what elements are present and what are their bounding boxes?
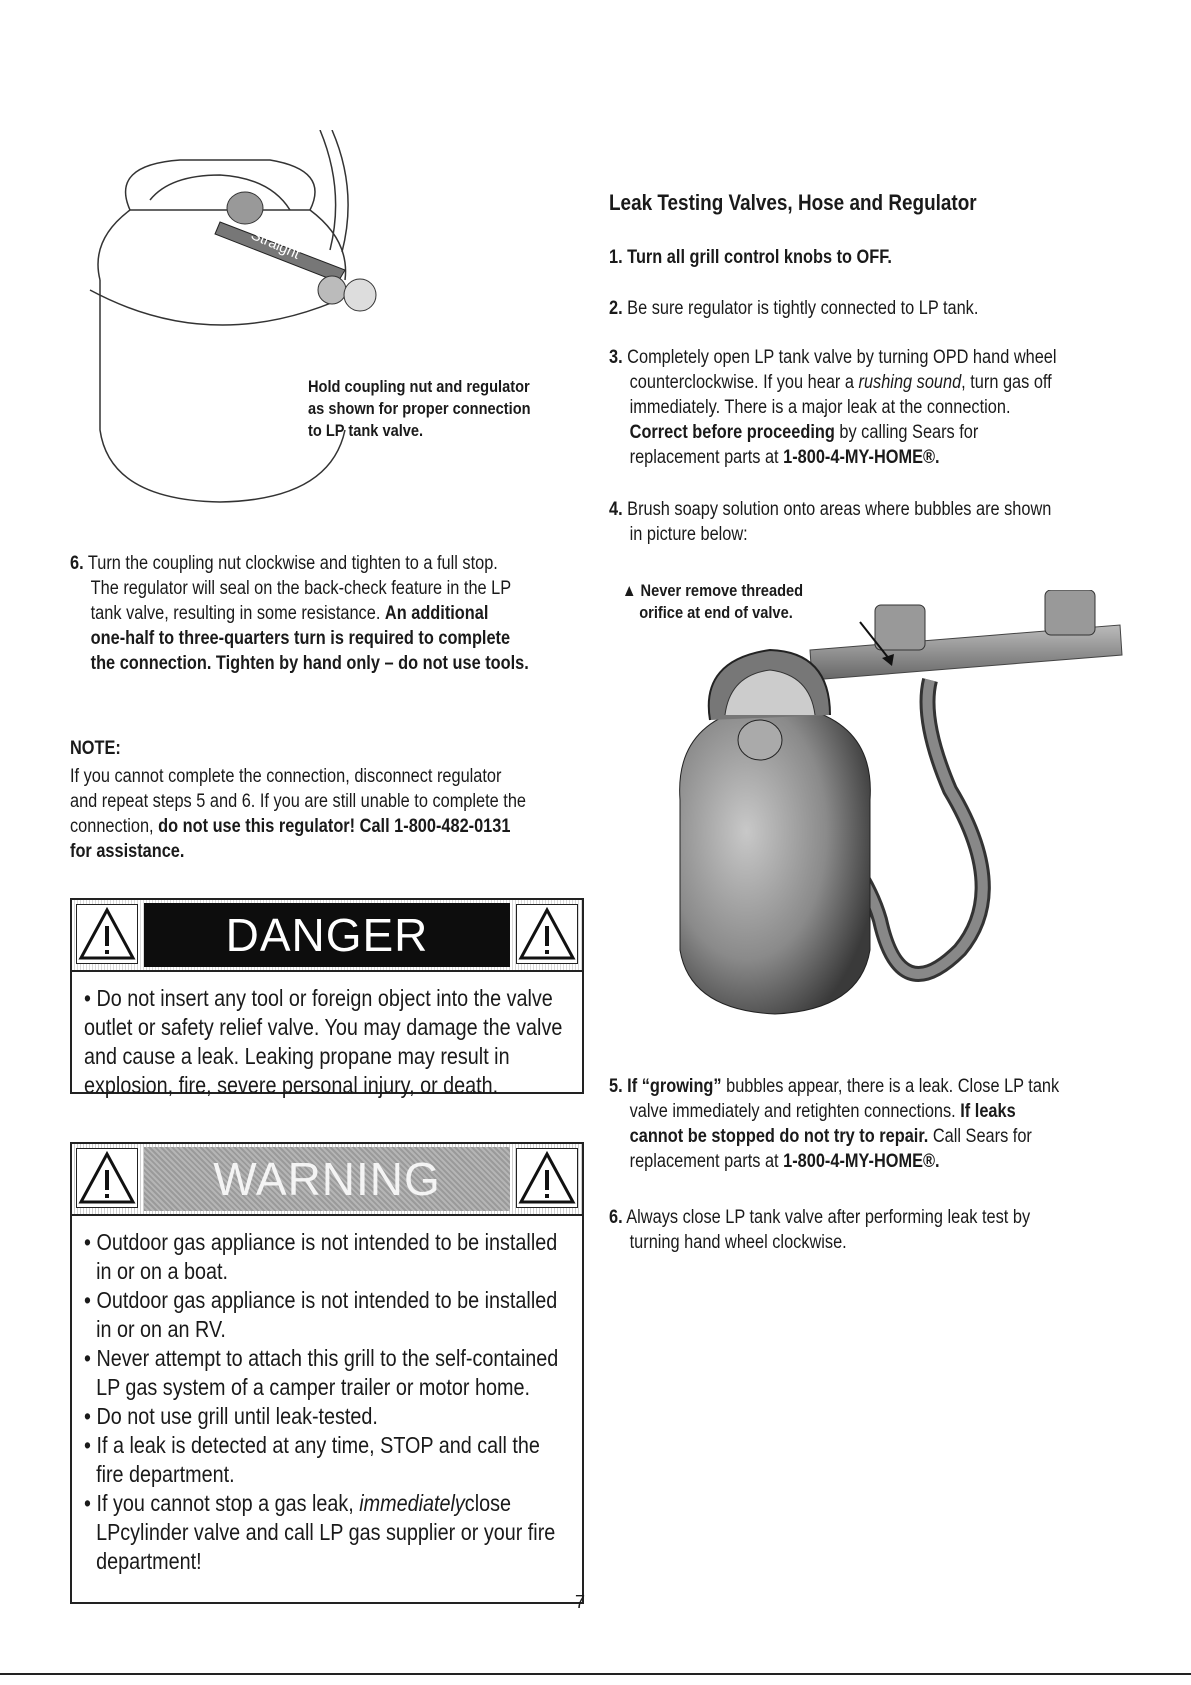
warning-triangle-icon (516, 1148, 578, 1208)
danger-text (72, 972, 603, 1100)
step-text: Call Sears for (932, 1126, 1032, 1147)
danger-line: explosion, fire, severe personal injury, or death. (84, 1072, 499, 1098)
step-text-bold: An additional (384, 603, 489, 624)
step-text-bold: the connection. Tighten by hand only – do not use tools. (90, 653, 529, 674)
warning-item (84, 1489, 591, 1576)
step-text-bold: Turn all grill control knobs to OFF. (627, 247, 892, 268)
warning-item (84, 1344, 591, 1402)
leak-step-4 (609, 497, 1159, 547)
never-remove-orifice-note (622, 580, 803, 624)
warning-icon: ▲ (622, 581, 637, 600)
pointer-arrow (858, 620, 898, 670)
note-text: connection, (70, 816, 154, 837)
step-text: Be sure regulator is tightly connected to LP tank. (627, 298, 979, 319)
leak-step-5 (609, 1074, 1159, 1174)
warning-header (72, 1144, 582, 1216)
warning-item-text: LPcylinder valve and call LP gas supplier or your fire (96, 1519, 556, 1545)
phone-number: 1-800-4-MY-HOME®. (783, 1151, 940, 1172)
page-number: 7 (575, 1592, 586, 1612)
step-text: replacement parts at (629, 447, 779, 468)
straight-label: Straight (248, 226, 303, 263)
step-text: valve immediately and retighten connections. (629, 1101, 956, 1122)
danger-line: • Do not insert any tool or foreign object into the valve (84, 985, 553, 1011)
step-text: The regulator will seal on the back-check feature in the LP (90, 578, 512, 599)
warning-text (72, 1216, 603, 1576)
warning-triangle-icon (76, 904, 138, 964)
step-number: 5. (609, 1076, 623, 1097)
warning-item-text: • Do not use grill until leak-tested. (84, 1403, 378, 1429)
step-text: bubbles appear, there is a leak. Close LP tank (726, 1076, 1060, 1097)
step-text-bold: If leaks (960, 1101, 1016, 1122)
figure1-caption (308, 376, 566, 442)
caption-line: to LP tank valve. (308, 421, 424, 440)
note-text-bold: for assistance. (70, 841, 185, 862)
danger-header (72, 900, 582, 972)
note-text: and repeat steps 5 and 6. If you are still unable to complete the (70, 791, 527, 812)
leak-step-6 (609, 1205, 1159, 1255)
note-line: orifice at end of valve. (639, 603, 793, 622)
step-text: Turn the coupling nut clockwise and tighten to a full stop. (87, 553, 498, 574)
step-text: replacement parts at (629, 1151, 779, 1172)
step-text: , turn gas off (961, 372, 1052, 393)
warning-item-text: close (464, 1490, 511, 1516)
warning-item-text: • If a leak is detected at any time, STOP and call the (84, 1432, 540, 1458)
step-number: 6. (70, 553, 84, 574)
step-text: in picture below: (629, 524, 748, 545)
warning-item-text: department! (96, 1548, 202, 1574)
warning-triangle-icon (516, 904, 578, 964)
warning-item-text: LP gas system of a camper trailer or motor home. (96, 1374, 530, 1400)
step-text: Completely open LP tank valve by turning OPD hand wheel (627, 347, 1057, 368)
caption-line: as shown for proper connection (308, 399, 531, 418)
danger-title: DANGER (144, 903, 510, 967)
step-text: immediately. There is a major leak at the connection. (629, 397, 1011, 418)
step-text: tank valve, resulting in some resistance. (90, 603, 381, 624)
note-heading: NOTE: (70, 738, 121, 759)
step-number: 3. (609, 347, 623, 368)
warning-triangle-icon (76, 1148, 138, 1208)
step-6-coupling (70, 551, 569, 676)
warning-item-text: • Never attempt to attach this grill to the self-contained (84, 1345, 559, 1371)
warning-item-text: • Outdoor gas appliance is not intended to be installed (84, 1229, 558, 1255)
note-line: Never remove threaded (640, 581, 804, 600)
step-text: Always close LP tank valve after performing leak test by (626, 1207, 1031, 1228)
step-number: 2. (609, 298, 623, 319)
note-text-bold: do not use this regulator! Call 1-800-482-0131 (158, 816, 511, 837)
warning-item-text: in or on a boat. (96, 1258, 229, 1284)
step-text-bold: one-half to three-quarters turn is required to complete (90, 628, 511, 649)
warning-box (70, 1142, 584, 1604)
step-text-bold: cannot be stopped do not try to repair. (629, 1126, 929, 1147)
step-text-bold: If “growing” (627, 1076, 722, 1097)
caption-line: Hold coupling nut and regulator (308, 377, 530, 396)
note-text: If you cannot complete the connection, disconnect regulator (70, 766, 502, 787)
warning-item (84, 1402, 591, 1431)
warning-item-emphasis: immediately (359, 1490, 465, 1516)
section-title: Leak Testing Valves, Hose and Regulator (609, 190, 977, 215)
warning-item (84, 1286, 591, 1344)
warning-item (84, 1431, 591, 1489)
step-text-bold: Correct before proceeding (629, 422, 835, 443)
warning-item-text: in or on an RV. (96, 1316, 226, 1342)
tank-regulator-illustration (70, 130, 630, 510)
step-number: 1. (609, 247, 623, 268)
step-number: 4. (609, 499, 623, 520)
warning-item-text: fire department. (96, 1461, 235, 1487)
step-text: turning hand wheel clockwise. (629, 1232, 847, 1253)
bottom-rule (0, 1673, 1191, 1675)
warning-item (84, 1228, 591, 1286)
warning-item-text: • If you cannot stop a gas leak, (84, 1490, 354, 1516)
step-text: by calling Sears for (839, 422, 979, 443)
note-body (70, 764, 569, 864)
step-text: Brush soapy solution onto areas where bubbles are shown (627, 499, 1052, 520)
leak-step-2 (609, 296, 978, 321)
danger-line: and cause a leak. Leaking propane may result in (84, 1043, 510, 1069)
step-text: counterclockwise. If you hear a (629, 372, 854, 393)
leak-step-3 (609, 345, 1159, 470)
phone-number: 1-800-4-MY-HOME®. (783, 447, 940, 468)
step-text-italic: rushing sound (858, 372, 962, 393)
danger-box (70, 898, 584, 1098)
warning-item-text: • Outdoor gas appliance is not intended to be installed (84, 1287, 558, 1313)
warning-title: WARNING (144, 1147, 510, 1211)
step-number: 6. (609, 1207, 623, 1228)
leak-step-1 (609, 245, 892, 270)
danger-line: outlet or safety relief valve. You may damage the valve (84, 1014, 563, 1040)
